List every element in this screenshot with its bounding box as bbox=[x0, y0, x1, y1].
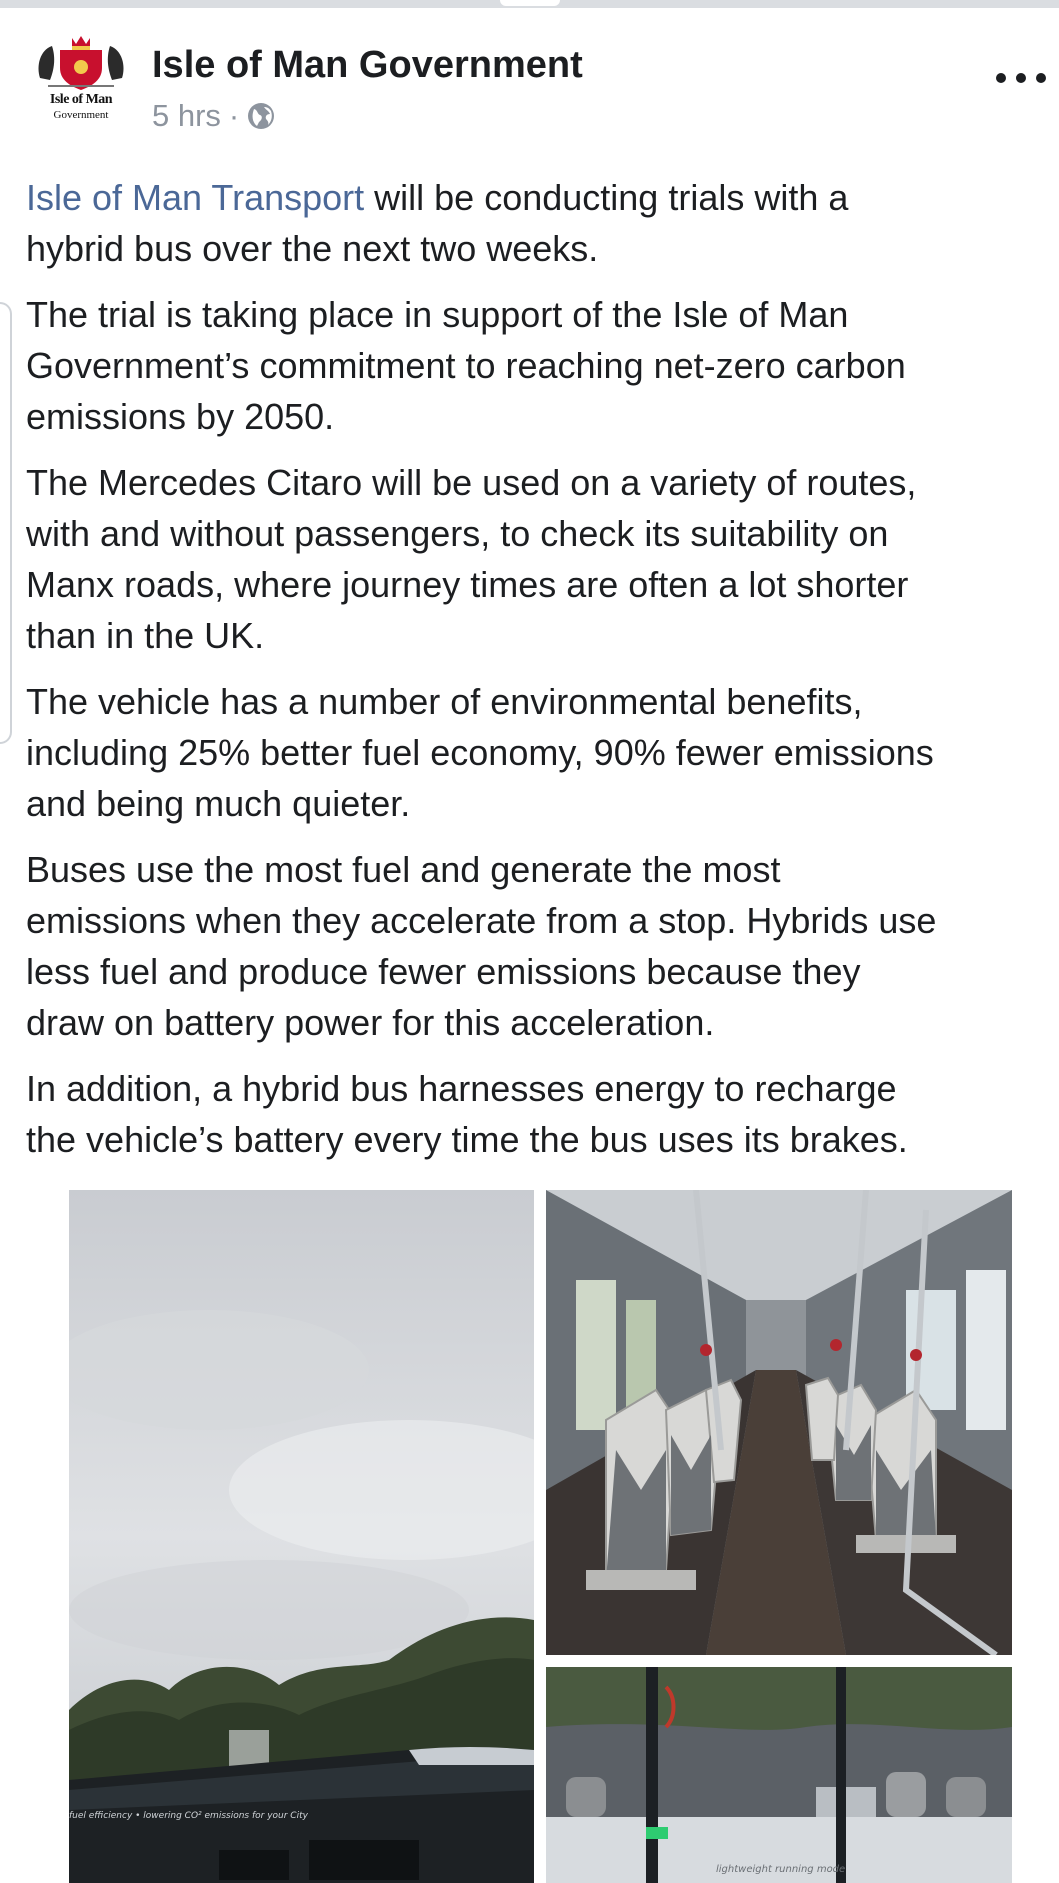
paragraph-line: including 25% better fuel economy, 90% fewer emissions bbox=[26, 732, 934, 773]
paragraph-line: In addition, a hybrid bus harnesses energy to recharge bbox=[26, 1068, 897, 1109]
photo-bus-side[interactable] bbox=[546, 1667, 1012, 1883]
bus-side-image bbox=[546, 1667, 1012, 1883]
meta-separator: · bbox=[228, 98, 240, 133]
globe-icon bbox=[247, 102, 275, 130]
coat-of-arms-icon bbox=[30, 30, 132, 90]
paragraph-line: than in the UK. bbox=[26, 615, 265, 656]
paragraph-line: draw on battery power for this acceleration. bbox=[26, 1002, 715, 1043]
top-notch bbox=[500, 0, 560, 6]
logo-line-2: Government bbox=[53, 109, 109, 121]
bus-interior-image bbox=[546, 1190, 1012, 1655]
paragraph-line: The vehicle has a number of environmental benefits, bbox=[26, 681, 863, 722]
paragraph-line: Buses use the most fuel and generate the most bbox=[26, 849, 781, 890]
paragraph-line: emissions by 2050. bbox=[26, 396, 335, 437]
side-scroll-indicator bbox=[0, 302, 12, 744]
logo-line-1: Isle of Man bbox=[49, 92, 113, 107]
paragraph-line: Manx roads, where journey times are often a lot shorter bbox=[26, 564, 909, 605]
post-paragraph bbox=[26, 844, 1056, 1048]
post-paragraph bbox=[26, 457, 1056, 661]
more-dot bbox=[1036, 73, 1046, 83]
post-timestamp[interactable]: 5 hrs bbox=[152, 98, 221, 133]
paragraph-line: will be conducting trials with a bbox=[364, 177, 849, 218]
paragraph-line: Government’s commitment to reaching net-zero carbon bbox=[26, 345, 906, 386]
bus-decal-text: fuel efficiency • lowering CO² emissions for your City bbox=[69, 1811, 308, 1821]
bus-side-decal: lightweight running mode bbox=[716, 1864, 846, 1875]
post-paragraph bbox=[26, 1063, 1056, 1165]
post-paragraph bbox=[26, 172, 1056, 274]
post-paragraph bbox=[26, 676, 1056, 829]
page-avatar[interactable] bbox=[30, 30, 132, 142]
post-body bbox=[26, 172, 1056, 1180]
paragraph-line: with and without passengers, to check its suitability on bbox=[26, 513, 889, 554]
more-options-icon[interactable] bbox=[996, 58, 1046, 98]
paragraph-line: and being much quieter. bbox=[26, 783, 411, 824]
paragraph-line: the vehicle’s battery every time the bus uses its brakes. bbox=[26, 1119, 908, 1160]
more-dot bbox=[996, 73, 1006, 83]
photo-bus-interior[interactable] bbox=[546, 1190, 1012, 1655]
paragraph-line: emissions when they accelerate from a stop. Hybrids use bbox=[26, 900, 937, 941]
photo-bus-exterior[interactable] bbox=[69, 1190, 534, 1883]
post-meta bbox=[152, 98, 275, 134]
more-dot bbox=[1016, 73, 1026, 83]
bus-exterior-image bbox=[69, 1190, 534, 1883]
transport-link[interactable]: Isle of Man Transport bbox=[26, 177, 365, 218]
paragraph-line: The Mercedes Citaro will be used on a variety of routes, bbox=[26, 462, 917, 503]
paragraph-line: The trial is taking place in support of the Isle of Man bbox=[26, 294, 849, 335]
top-bar bbox=[0, 0, 1059, 8]
paragraph-line: less fuel and produce fewer emissions because they bbox=[26, 951, 861, 992]
page-name[interactable]: Isle of Man Government bbox=[152, 44, 583, 86]
post-paragraph bbox=[26, 289, 1056, 442]
paragraph-line: hybrid bus over the next two weeks. bbox=[26, 228, 599, 269]
